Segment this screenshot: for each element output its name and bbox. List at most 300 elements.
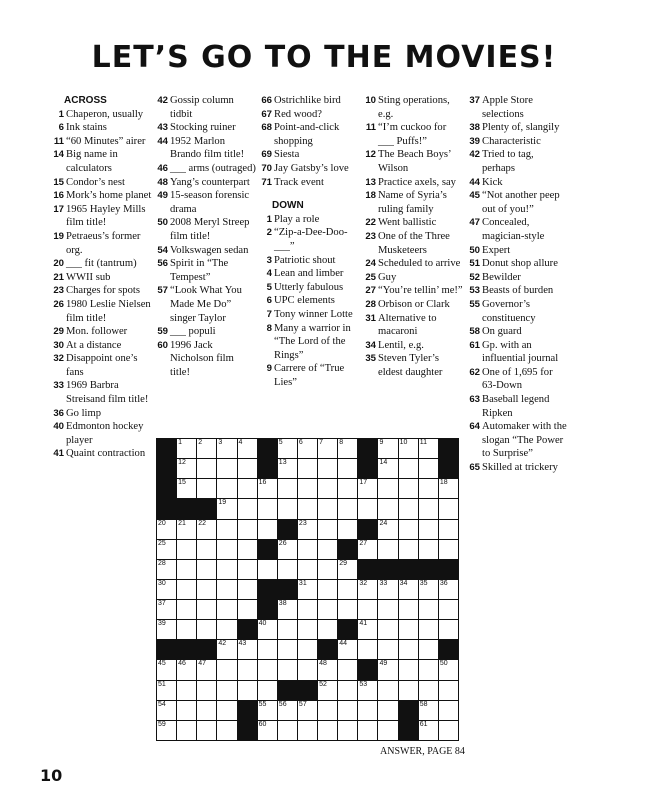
across-clue xyxy=(156,244,256,258)
cell-number: 3 xyxy=(218,439,223,446)
grid-cell xyxy=(318,479,337,498)
clue-column-4 xyxy=(364,94,464,379)
clue-number: 54 xyxy=(157,244,168,256)
clue-text: Many a warrior in “The Lord of the Rings” xyxy=(274,322,351,361)
grid-cell xyxy=(177,560,196,579)
grid-cell xyxy=(399,580,418,599)
across-clue xyxy=(52,108,152,122)
cell-number: 41 xyxy=(359,620,368,628)
grid-block xyxy=(399,560,418,579)
clue-number: 55 xyxy=(469,298,480,310)
cell-number: 5 xyxy=(278,439,283,446)
grid-cell xyxy=(378,479,397,498)
grid-cell xyxy=(298,701,317,720)
grid-cell xyxy=(419,600,438,619)
clue-text: 1996 Jack Nicholson film title! xyxy=(170,339,234,378)
clue-column-5 xyxy=(468,94,568,475)
grid-cell xyxy=(419,479,438,498)
grid-block xyxy=(439,439,458,458)
grid-cell xyxy=(338,701,357,720)
clue-text: “Zip-a-Dee-Doo-___” xyxy=(274,227,348,252)
clue-text: 1980 Leslie Nielsen film title! xyxy=(66,298,151,324)
clue-number: 2 xyxy=(266,227,272,239)
grid-cell xyxy=(278,620,297,639)
cell-number: 34 xyxy=(399,579,408,587)
grid-cell xyxy=(358,479,377,498)
down-clue xyxy=(260,281,360,295)
grid-block xyxy=(278,681,297,700)
cell-number: 33 xyxy=(379,579,388,587)
grid-block xyxy=(358,660,377,679)
grid-cell xyxy=(399,640,418,659)
grid-cell xyxy=(419,520,438,539)
clue-text: Patriotic shout xyxy=(274,254,336,266)
cell-number: 47 xyxy=(198,660,207,668)
grid-cell xyxy=(217,620,236,639)
clue-number: 61 xyxy=(469,339,480,351)
clue-number: 9 xyxy=(266,363,272,375)
clue-number: 1 xyxy=(58,108,64,120)
clue-number: 17 xyxy=(53,203,64,215)
grid-block xyxy=(258,580,277,599)
across-clue xyxy=(52,257,152,271)
clue-text: Mon. follower xyxy=(66,326,128,338)
across-clue xyxy=(156,162,256,176)
across-clue xyxy=(52,352,152,379)
grid-cell xyxy=(238,660,257,679)
grid-block xyxy=(338,620,357,639)
grid-cell xyxy=(258,499,277,518)
grid-cell xyxy=(238,479,257,498)
clue-number: 35 xyxy=(365,353,376,365)
grid-cell xyxy=(157,580,176,599)
grid-cell xyxy=(318,721,337,740)
clue-text: The Beach Boys’ Wilson xyxy=(378,149,451,174)
across-clue xyxy=(260,108,360,122)
clue-number: 67 xyxy=(261,108,272,120)
clue-number: 32 xyxy=(53,353,64,365)
grid-cell xyxy=(419,640,438,659)
grid-cell xyxy=(258,620,277,639)
cell-number: 52 xyxy=(319,680,327,688)
clue-text: Tony winner Lotte xyxy=(274,308,353,320)
clue-number: 42 xyxy=(469,149,480,161)
clue-text: Spirit in “The Tempest” xyxy=(170,258,229,283)
page-title: LET’S GO TO THE MOVIES! xyxy=(91,40,557,75)
grid-block xyxy=(238,701,257,720)
grid-block xyxy=(177,640,196,659)
cell-number: 45 xyxy=(158,660,166,668)
grid-cell xyxy=(258,681,277,700)
clue-text: Volkswagen sedan xyxy=(170,244,249,256)
grid-cell xyxy=(358,580,377,599)
clue-number: 56 xyxy=(157,258,168,270)
clue-number: 34 xyxy=(365,339,376,351)
clue-number: 24 xyxy=(365,258,376,270)
grid-cell xyxy=(358,681,377,700)
clue-text: On guard xyxy=(482,326,522,338)
clue-text: Condor’s nest xyxy=(66,176,125,188)
clue-text: ___ arms (outraged) xyxy=(170,162,256,174)
grid-cell xyxy=(238,560,257,579)
grid-cell xyxy=(378,499,397,518)
grid-cell xyxy=(177,660,196,679)
grid-cell xyxy=(338,580,357,599)
clue-text: Lean and limber xyxy=(274,268,344,280)
grid-cell xyxy=(217,580,236,599)
clue-text: 2008 Meryl Streep film title! xyxy=(170,217,250,242)
clue-number: 69 xyxy=(261,149,272,161)
clue-column-1 xyxy=(52,94,152,461)
down-clue xyxy=(260,254,360,268)
cell-number: 14 xyxy=(379,459,388,467)
clue-number: 52 xyxy=(469,271,480,283)
clue-number: 37 xyxy=(469,95,480,106)
clue-text: Gp. with an influential journal xyxy=(482,339,559,365)
grid-cell xyxy=(399,479,418,498)
clue-text: 1952 Marlon Brando film title! xyxy=(170,135,245,161)
grid-cell xyxy=(378,580,397,599)
grid-block xyxy=(439,459,458,478)
across-clue xyxy=(260,121,360,148)
grid-cell xyxy=(238,600,257,619)
down-clue xyxy=(468,325,568,339)
clue-text: One of the Three Musketeers xyxy=(378,230,450,256)
grid-cell xyxy=(318,499,337,518)
clue-text: Play a role xyxy=(274,213,320,225)
grid-cell xyxy=(197,660,216,679)
clue-text: Scheduled to arrive xyxy=(378,258,461,270)
grid-cell xyxy=(197,520,216,539)
grid-block xyxy=(358,520,377,539)
grid-cell xyxy=(338,721,357,740)
grid-cell xyxy=(157,681,176,700)
grid-cell xyxy=(298,640,317,659)
clue-number: 27 xyxy=(365,285,376,297)
grid-cell xyxy=(318,459,337,478)
grid-cell xyxy=(217,701,236,720)
clue-text: Point-and-click shopping xyxy=(274,122,340,147)
clue-number: 22 xyxy=(365,217,376,229)
grid-block xyxy=(157,479,176,498)
down-clue xyxy=(364,216,464,230)
cell-number: 49 xyxy=(379,660,388,668)
clue-number: 62 xyxy=(469,366,480,378)
grid-cell xyxy=(177,459,196,478)
grid-cell xyxy=(318,439,337,458)
across-clue xyxy=(156,325,256,339)
cell-number: 38 xyxy=(278,600,287,608)
clue-number: 31 xyxy=(365,312,376,324)
grid-cell xyxy=(217,540,236,559)
clue-text: Utterly fabulous xyxy=(274,281,344,293)
across-clue xyxy=(260,162,360,176)
grid-cell xyxy=(217,560,236,579)
grid-cell xyxy=(399,681,418,700)
clue-number: 43 xyxy=(157,122,168,134)
grid-cell xyxy=(439,681,458,700)
down-clue xyxy=(260,294,360,308)
across-clue xyxy=(156,135,256,162)
cell-number: 17 xyxy=(359,479,368,487)
grid-cell xyxy=(177,439,196,458)
clue-text: Gossip column tidbit xyxy=(170,95,234,120)
grid-cell xyxy=(258,721,277,740)
grid-cell xyxy=(278,540,297,559)
clue-text: Ink stains xyxy=(66,122,107,134)
across-clue xyxy=(52,121,152,135)
clue-number: 26 xyxy=(53,298,64,310)
cell-number: 26 xyxy=(278,539,287,547)
grid-block xyxy=(197,640,216,659)
grid-cell xyxy=(298,459,317,478)
clue-number: 28 xyxy=(365,298,376,310)
grid-cell xyxy=(177,520,196,539)
clue-text: Ostrichlike bird xyxy=(274,95,341,106)
down-clue xyxy=(468,94,568,121)
clue-number: 13 xyxy=(365,176,376,188)
clue-text: Tried to tag, perhaps xyxy=(482,149,534,174)
grid-cell xyxy=(358,721,377,740)
grid-cell xyxy=(157,540,176,559)
clue-number: 25 xyxy=(365,271,376,283)
grid-cell xyxy=(278,459,297,478)
clue-number: 29 xyxy=(53,326,64,338)
grid-cell xyxy=(197,701,216,720)
clue-text: Orbison or Clark xyxy=(378,298,450,310)
across-clue xyxy=(52,271,152,285)
grid-cell xyxy=(157,560,176,579)
clue-text: Kick xyxy=(482,176,503,188)
grid-cell xyxy=(258,640,277,659)
grid-cell xyxy=(419,701,438,720)
grid-cell xyxy=(399,620,418,639)
grid-cell xyxy=(419,681,438,700)
grid-cell xyxy=(258,660,277,679)
down-clue xyxy=(364,257,464,271)
grid-cell xyxy=(338,479,357,498)
cell-number: 18 xyxy=(439,479,448,487)
cell-number: 22 xyxy=(198,519,207,527)
grid-cell xyxy=(157,660,176,679)
grid-cell xyxy=(399,540,418,559)
down-clue xyxy=(364,121,464,148)
clue-text: Skilled at trickery xyxy=(482,462,558,474)
grid-cell xyxy=(378,620,397,639)
clue-number: 21 xyxy=(53,271,64,283)
clue-text: Characteristic xyxy=(482,135,541,147)
clue-number: 51 xyxy=(469,258,480,270)
clue-text: Beasts of burden xyxy=(482,285,554,297)
grid-cell xyxy=(419,459,438,478)
grid-cell xyxy=(338,499,357,518)
down-clue xyxy=(468,420,568,461)
grid-block xyxy=(197,499,216,518)
clue-number: 47 xyxy=(469,217,480,229)
cell-number: 28 xyxy=(158,559,166,567)
grid-cell xyxy=(278,701,297,720)
grid-block xyxy=(378,560,397,579)
down-clue xyxy=(468,121,568,135)
across-clue xyxy=(52,379,152,406)
grid-cell xyxy=(157,620,176,639)
grid-cell xyxy=(439,540,458,559)
clue-text: Mork’s home planet xyxy=(66,190,152,202)
grid-cell xyxy=(157,600,176,619)
clue-text: Automaker with the slogan “The Power to Surprise” xyxy=(482,421,567,460)
grid-cell xyxy=(197,439,216,458)
grid-cell xyxy=(217,459,236,478)
grid-block xyxy=(157,499,176,518)
grid-block xyxy=(399,701,418,720)
grid-cell xyxy=(177,681,196,700)
cell-number: 39 xyxy=(158,620,166,628)
clue-text: Jay Gatsby’s love xyxy=(274,162,349,174)
grid-cell xyxy=(419,580,438,599)
clue-text: “Look What You Made Me Do” singer Taylor xyxy=(170,285,242,324)
grid-cell xyxy=(378,439,397,458)
clue-text: Sting operations, e.g. xyxy=(378,95,450,120)
grid-cell xyxy=(378,540,397,559)
clue-text: Charges for spots xyxy=(66,285,140,297)
down-clue xyxy=(364,189,464,216)
clue-text: Guy xyxy=(378,271,397,283)
page-number: 10 xyxy=(40,766,63,785)
clue-text: “60 Minutes” airer xyxy=(66,135,146,147)
cell-number: 60 xyxy=(258,720,267,728)
grid-cell xyxy=(217,660,236,679)
grid-cell xyxy=(338,560,357,579)
across-clue xyxy=(156,189,256,216)
grid-cell xyxy=(318,681,337,700)
across-clue xyxy=(52,203,152,230)
clue-number: 23 xyxy=(365,230,376,242)
grid-cell xyxy=(318,660,337,679)
clue-number: 60 xyxy=(157,339,168,351)
down-clue xyxy=(260,308,360,322)
clue-number: 68 xyxy=(261,122,272,134)
down-clue xyxy=(364,284,464,298)
grid-cell xyxy=(197,479,216,498)
clue-number: 12 xyxy=(365,149,376,161)
clue-number: 15 xyxy=(53,176,64,188)
clue-number: 23 xyxy=(53,285,64,297)
across-clue xyxy=(52,420,152,447)
down-clue xyxy=(364,298,464,312)
grid-cell xyxy=(338,520,357,539)
clue-text: ___ fit (tantrum) xyxy=(66,258,137,270)
clue-number: 65 xyxy=(469,462,480,474)
grid-cell xyxy=(217,520,236,539)
grid-cell xyxy=(238,520,257,539)
clue-text: Practice axels, say xyxy=(378,176,456,188)
down-clue xyxy=(364,352,464,379)
grid-cell xyxy=(278,600,297,619)
grid-block xyxy=(278,520,297,539)
grid-cell xyxy=(238,439,257,458)
clue-number: 64 xyxy=(469,421,480,433)
grid-block xyxy=(439,640,458,659)
clue-text: Apple Store selections xyxy=(482,95,533,120)
grid-cell xyxy=(399,660,418,679)
grid-cell xyxy=(197,580,216,599)
cell-number: 4 xyxy=(238,439,243,446)
clue-text: Big name in calculators xyxy=(66,149,118,174)
clue-number: 1 xyxy=(266,213,272,225)
cell-number: 40 xyxy=(258,620,267,628)
grid-cell xyxy=(238,499,257,518)
grid-cell xyxy=(378,459,397,478)
grid-cell xyxy=(298,600,317,619)
grid-cell xyxy=(298,520,317,539)
cell-number: 55 xyxy=(258,700,267,708)
cell-number: 56 xyxy=(278,700,287,708)
down-clue xyxy=(364,339,464,353)
grid-block xyxy=(258,600,277,619)
cell-number: 12 xyxy=(178,459,186,467)
clue-number: 44 xyxy=(469,176,480,188)
grid-cell xyxy=(439,660,458,679)
cell-number: 6 xyxy=(298,439,303,446)
grid-block xyxy=(358,439,377,458)
grid-cell xyxy=(197,721,216,740)
cell-number: 21 xyxy=(178,519,186,527)
clue-number: 40 xyxy=(53,421,64,433)
grid-block xyxy=(258,540,277,559)
grid-cell xyxy=(318,600,337,619)
cell-number: 36 xyxy=(439,579,448,587)
cell-number: 23 xyxy=(298,519,307,527)
grid-cell xyxy=(298,620,317,639)
cell-number: 7 xyxy=(319,439,323,446)
grid-cell xyxy=(217,640,236,659)
across-clue xyxy=(52,407,152,421)
grid-cell xyxy=(439,620,458,639)
grid-cell xyxy=(298,580,317,599)
grid-cell xyxy=(318,580,337,599)
clue-number: 50 xyxy=(157,217,168,229)
grid-cell xyxy=(258,701,277,720)
grid-block xyxy=(338,540,357,559)
clue-text: Steven Tyler’s eldest daughter xyxy=(378,353,443,378)
crossword-grid xyxy=(156,438,459,741)
clue-number: 58 xyxy=(469,326,480,338)
grid-cell xyxy=(338,439,357,458)
clue-text: Chaperon, usually xyxy=(66,108,144,120)
cell-number: 27 xyxy=(359,539,368,547)
grid-cell xyxy=(399,499,418,518)
clue-column-3 xyxy=(260,94,360,389)
clue-text: At a distance xyxy=(66,339,122,351)
grid-cell xyxy=(278,439,297,458)
grid-cell xyxy=(378,701,397,720)
cell-number: 24 xyxy=(379,519,388,527)
clue-text: 1965 Hayley Mills film title! xyxy=(66,203,146,229)
grid-cell xyxy=(439,721,458,740)
down-clue xyxy=(468,298,568,325)
grid-cell xyxy=(278,640,297,659)
cell-number: 50 xyxy=(439,660,448,668)
across-clue xyxy=(52,284,152,298)
clue-text: “I’m cuckoo for ___ Puffs!” xyxy=(378,122,447,147)
grid-cell xyxy=(378,520,397,539)
clue-number: 39 xyxy=(469,135,480,147)
across-clue xyxy=(52,230,152,257)
clue-number: 42 xyxy=(157,95,168,106)
clue-text: Siesta xyxy=(274,149,300,161)
grid-cell xyxy=(177,540,196,559)
cell-number: 15 xyxy=(178,479,186,487)
